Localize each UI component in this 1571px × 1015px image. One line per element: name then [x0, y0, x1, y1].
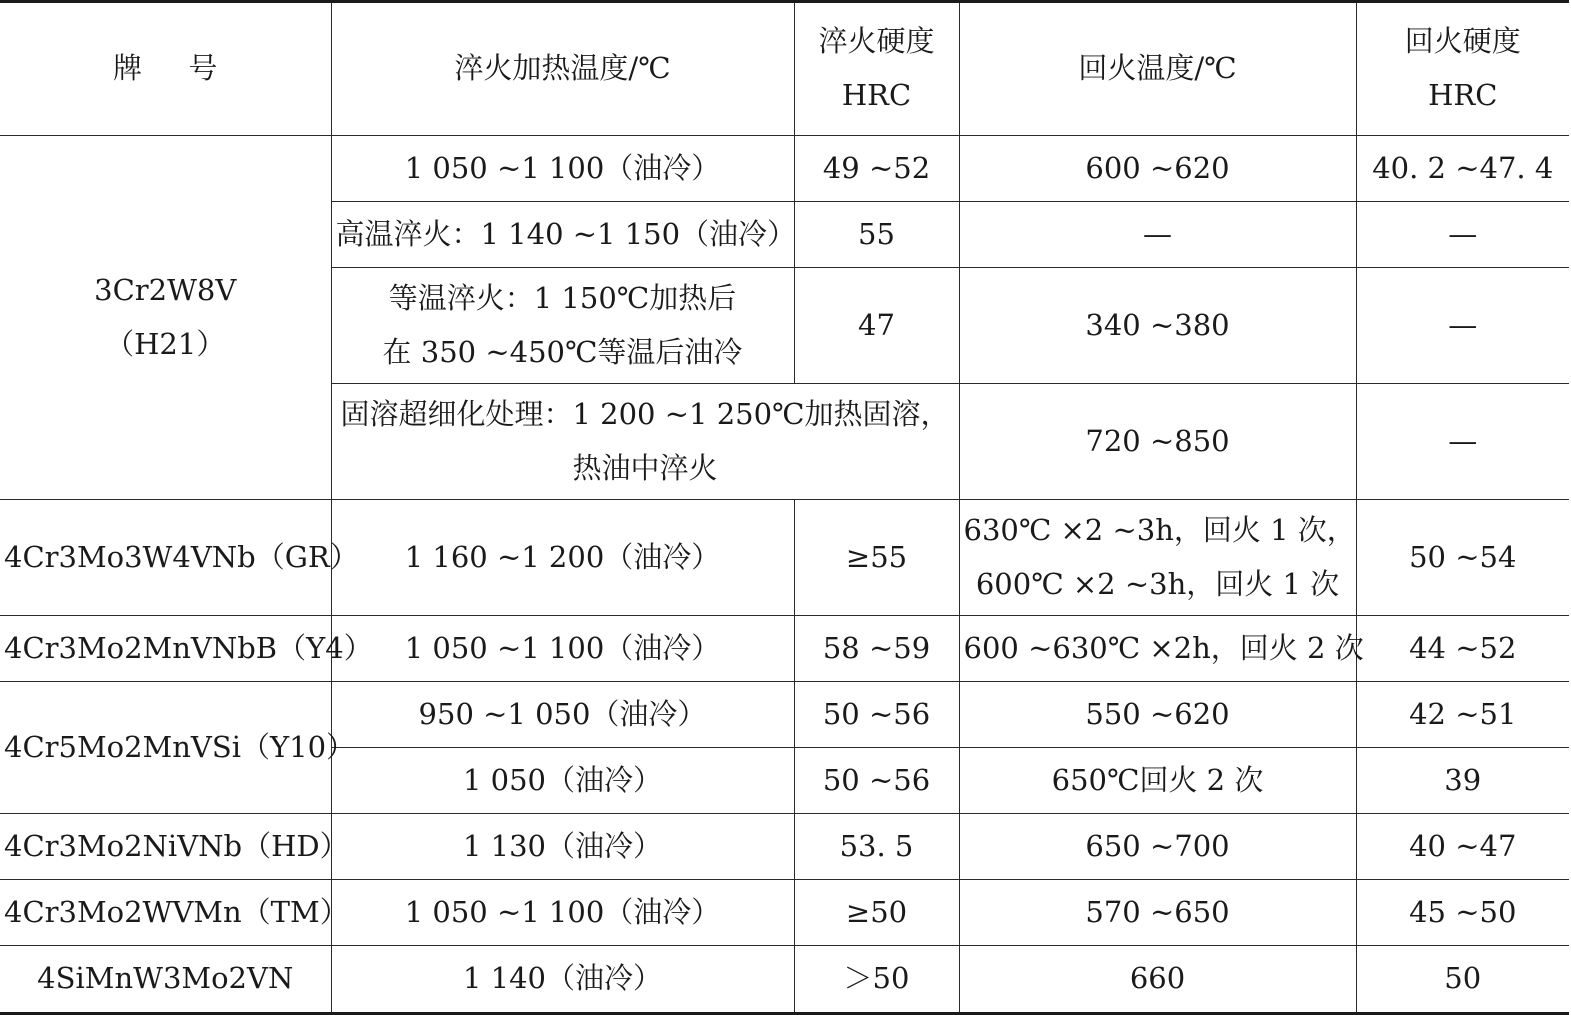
- temper-hardness-cell: 50 ~54: [1356, 500, 1569, 616]
- header-temper-hardness-label: 回火硬度: [1404, 24, 1521, 59]
- quench-hardness-cell: 47: [794, 268, 959, 384]
- temper-temp-cell: 600 ~630℃ ×2h，回火 2 次: [959, 616, 1356, 682]
- temper-temp-cell: [959, 500, 1356, 616]
- quench-hardness-cell: 50 ~56: [794, 748, 959, 814]
- quench-temp-line: 固溶超细化处理：1 200 ~1 250℃加热固溶，: [340, 396, 950, 431]
- temper-temp-cell: 720 ~850: [959, 384, 1356, 500]
- temper-hardness-cell: 44 ~52: [1356, 616, 1569, 682]
- header-temper-temp: 回火温度/℃: [959, 2, 1356, 136]
- grade-cell: 4Cr3Mo3W4VNb（GR）: [0, 500, 331, 616]
- table-row: [0, 500, 1569, 616]
- quench-temp-cell: 1 050（油冷）: [331, 748, 794, 814]
- table-row: [0, 946, 1569, 1014]
- table-row: [0, 616, 1569, 682]
- grade-name: 3Cr2W8V: [94, 272, 237, 307]
- temper-hardness-cell: —: [1356, 202, 1569, 268]
- quench-temp-cell: 1 130（油冷）: [331, 814, 794, 880]
- header-quench-hardness-unit: HRC: [841, 78, 912, 112]
- grade-cell: 4Cr3Mo2WVMn（TM）: [0, 880, 331, 946]
- grade-cell: 4Cr3Mo2NiVNb（HD）: [0, 814, 331, 880]
- quench-temp-cell: 1 050 ~1 100（油冷）: [331, 136, 794, 202]
- quench-hardness-cell: 53. 5: [794, 814, 959, 880]
- temper-hardness-cell: 40. 2 ~47. 4: [1356, 136, 1569, 202]
- quench-temp-cell: 950 ~1 050（油冷）: [331, 682, 794, 748]
- table-row: [0, 136, 1569, 202]
- table-row: [0, 682, 1569, 748]
- grade-code: （H21）: [105, 326, 226, 361]
- quench-temp-line: 等温淬火：1 150℃加热后: [388, 280, 737, 315]
- quench-temp-cell: 高温淬火：1 140 ~1 150（油冷）: [331, 202, 794, 268]
- temper-temp-line: 630℃ ×2 ~3h，回火 1 次，: [963, 512, 1356, 547]
- header-quench-hardness-label: 淬火硬度: [818, 24, 935, 59]
- quench-temp-line: 在 350 ~450℃等温后油冷: [382, 334, 743, 369]
- temper-temp-line: 600℃ ×2 ~3h，回火 1 次: [975, 566, 1340, 601]
- quench-temp-cell: [331, 384, 959, 500]
- quench-hardness-cell: ≥50: [794, 880, 959, 946]
- quench-hardness-cell: 50 ~56: [794, 682, 959, 748]
- temper-temp-cell: 600 ~620: [959, 136, 1356, 202]
- temper-hardness-cell: 42 ~51: [1356, 682, 1569, 748]
- header-temper-hardness-unit: HRC: [1428, 78, 1498, 112]
- quench-temp-cell: 1 050 ~1 100（油冷）: [331, 616, 794, 682]
- temper-hardness-cell: 39: [1356, 748, 1569, 814]
- quench-hardness-cell: 49 ~52: [794, 136, 959, 202]
- header-temper-hardness: [1356, 2, 1569, 136]
- table-row: [0, 814, 1569, 880]
- quench-hardness-cell: 58 ~59: [794, 616, 959, 682]
- grade-cell: 4Cr3Mo2MnVNbB（Y4）: [0, 616, 331, 682]
- temper-hardness-cell: —: [1356, 268, 1569, 384]
- quench-hardness-cell: ≥55: [794, 500, 959, 616]
- temper-hardness-cell: —: [1356, 384, 1569, 500]
- header-quench-temp: 淬火加热温度/℃: [331, 2, 794, 136]
- header-quench-hardness: [794, 2, 959, 136]
- grade-cell: [0, 136, 331, 500]
- header-row: [0, 2, 1569, 136]
- quench-temp-cell: 1 050 ~1 100（油冷）: [331, 880, 794, 946]
- quench-temp-cell: 1 140（油冷）: [331, 946, 794, 1014]
- temper-temp-cell: 550 ~620: [959, 682, 1356, 748]
- temper-temp-cell: 650 ~700: [959, 814, 1356, 880]
- temper-hardness-cell: 45 ~50: [1356, 880, 1569, 946]
- temper-hardness-cell: 40 ~47: [1356, 814, 1569, 880]
- temper-temp-cell: 340 ~380: [959, 268, 1356, 384]
- table-row: [0, 880, 1569, 946]
- temper-temp-cell: —: [959, 202, 1356, 268]
- quench-temp-cell: 1 160 ~1 200（油冷）: [331, 500, 794, 616]
- quench-temp-cell: [331, 268, 794, 384]
- grade-cell: 4Cr5Mo2MnVSi（Y10）: [0, 682, 331, 814]
- header-grade: 牌号: [0, 2, 331, 136]
- grade-cell: 4SiMnW3Mo2VN: [0, 946, 331, 1014]
- temper-temp-cell: 650℃回火 2 次: [959, 748, 1356, 814]
- quench-hardness-cell: ＞50: [794, 946, 959, 1014]
- quench-hardness-cell: 55: [794, 202, 959, 268]
- temper-temp-cell: 570 ~650: [959, 880, 1356, 946]
- quench-temp-line: 热油中淬火: [572, 450, 718, 485]
- temper-temp-cell: 660: [959, 946, 1356, 1014]
- temper-hardness-cell: 50: [1356, 946, 1569, 1014]
